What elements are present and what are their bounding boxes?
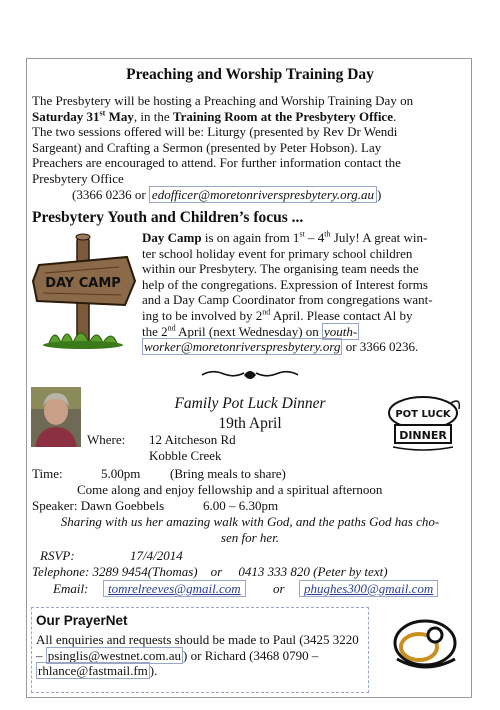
dinner-email-label: Email: xyxy=(53,581,89,596)
dinner-sharing-line-1: Sharing with us her amazing walk with God, and the paths God has cho- xyxy=(60,514,440,529)
dinner-sharing-line-2: sen for her. xyxy=(220,530,280,545)
prayernet-email-2-link[interactable]: rhlance@fastmail.fm xyxy=(38,663,148,679)
day-camp-line-6: ing to be involved by 2nd April. Please contact Al by xyxy=(142,307,413,323)
prayernet-box xyxy=(31,607,369,693)
ornament-divider-icon xyxy=(200,367,300,383)
dinner-time-note: (Bring meals to share) xyxy=(170,466,286,481)
dinner-email-1-link[interactable]: tomrelreeves@gmail.com xyxy=(103,580,246,597)
dinner-where-label: Where: xyxy=(87,432,126,447)
sign-text: DAY CAMP xyxy=(45,276,121,291)
dinner-rsvp-date: 17/4/2014 xyxy=(130,548,183,563)
preaching-contact: (3366 0236 or edofficer@moretonriverspresbytery.org.au ) xyxy=(72,186,382,202)
dinner-speaker-time: 6.00 – 6.30pm xyxy=(203,498,279,513)
dinner-rsvp-label: RSVP: xyxy=(40,548,75,563)
contact-email-link[interactable]: edofficer@moretonriverspresbytery.org.au xyxy=(149,186,377,203)
day-camp-line-2: ter school holiday event for primary school children xyxy=(142,245,413,261)
dinner-telephone: Telephone: 3289 9454(Thomas) or 0413 333 820 (Peter by text) xyxy=(32,564,388,579)
dinner-title: Family Pot Luck Dinner xyxy=(174,395,326,412)
prayernet-email-1-link[interactable]: psinglis@westnet.com.au xyxy=(47,647,182,663)
preaching-line-1: The Presbytery will be hosting a Preaching and Worship Training Day on xyxy=(32,93,414,108)
dinner-address-line-1: 12 Aitcheson Rd xyxy=(149,432,236,447)
prayernet-body xyxy=(36,632,368,679)
preaching-line-6: Presbytery Office xyxy=(32,170,124,186)
dinner-fellowship: Come along and enjoy fellowship and a spiritual afternoon xyxy=(77,482,383,497)
prayernet-line-1: All enquiries and requests should be made to Paul (3425 3220 xyxy=(36,632,359,647)
youth-email-link-part1[interactable]: youth- xyxy=(324,323,358,339)
prayernet-line-3: rhlance@fastmail.fm ). xyxy=(38,663,158,679)
day-camp-sign-icon xyxy=(31,231,137,359)
youth-heading: Presbytery Youth and Children’s focus ... xyxy=(32,209,304,226)
dinner-email-2-wrap xyxy=(299,581,438,597)
dinner-time-value: 5.00pm xyxy=(101,466,141,481)
day-camp-line-7: the 2nd April (next Wednesday) on youth- xyxy=(142,323,358,339)
dinner-email-1-wrap xyxy=(103,581,246,597)
dinner-email-or: or xyxy=(273,581,285,596)
day-camp-line-5: and a Day Camp Coordinator from congregations want- xyxy=(142,292,433,308)
preaching-line-3: The two sessions offered will be: Liturgy (presented by Rev Dr Wendi xyxy=(32,124,398,140)
preaching-line-2: Saturday 31st May, in the Training Room at the Presbytery Office. xyxy=(32,108,397,124)
dinner-speaker: Speaker: Dawn Goebbels xyxy=(32,498,165,513)
dinner-date: 19th April xyxy=(218,415,282,432)
day-camp-line-3: within our Presbytery. The organising team needs the xyxy=(142,261,419,277)
dinner-address-line-2: Kobble Creek xyxy=(149,448,222,463)
day-camp-line-4: help of the congregations. Expression of Interest forms xyxy=(142,276,428,292)
preaching-line-4: Sargeant) and Crafting a Sermon (presented by Peter Hobson). Lay xyxy=(32,139,382,155)
youth-email-link-part2[interactable]: worker@moretonriverspresbytery.org xyxy=(144,339,341,355)
prayernet-heading: Our PrayerNet xyxy=(36,613,128,628)
dinner-email-2-link[interactable]: phughes300@gmail.com xyxy=(299,580,438,597)
logo-top-text: POT LUCK xyxy=(395,409,451,420)
preaching-title: Preaching and Worship Training Day xyxy=(126,66,374,83)
preaching-line-5: Preachers are encouraged to attend. For further information contact the xyxy=(32,155,401,171)
newsletter-page xyxy=(26,58,472,698)
day-camp-line-1: Day Camp is on again from 1st – 4th July! A great win- xyxy=(142,229,428,245)
day-camp-body xyxy=(142,230,472,355)
logo-bottom-text: DINNER xyxy=(399,429,447,442)
prayernet-line-2: – psinglis@westnet.com.au ) or Richard (3468 0790 – xyxy=(36,647,319,663)
prayernet-logo-icon xyxy=(389,609,465,679)
pot-luck-dinner-logo-icon xyxy=(381,389,465,453)
day-camp-line-8: worker@moretonriverspresbytery.org or 3366 0236. xyxy=(144,339,419,355)
preaching-body xyxy=(32,93,472,202)
dinner-time-label: Time: xyxy=(32,466,63,481)
